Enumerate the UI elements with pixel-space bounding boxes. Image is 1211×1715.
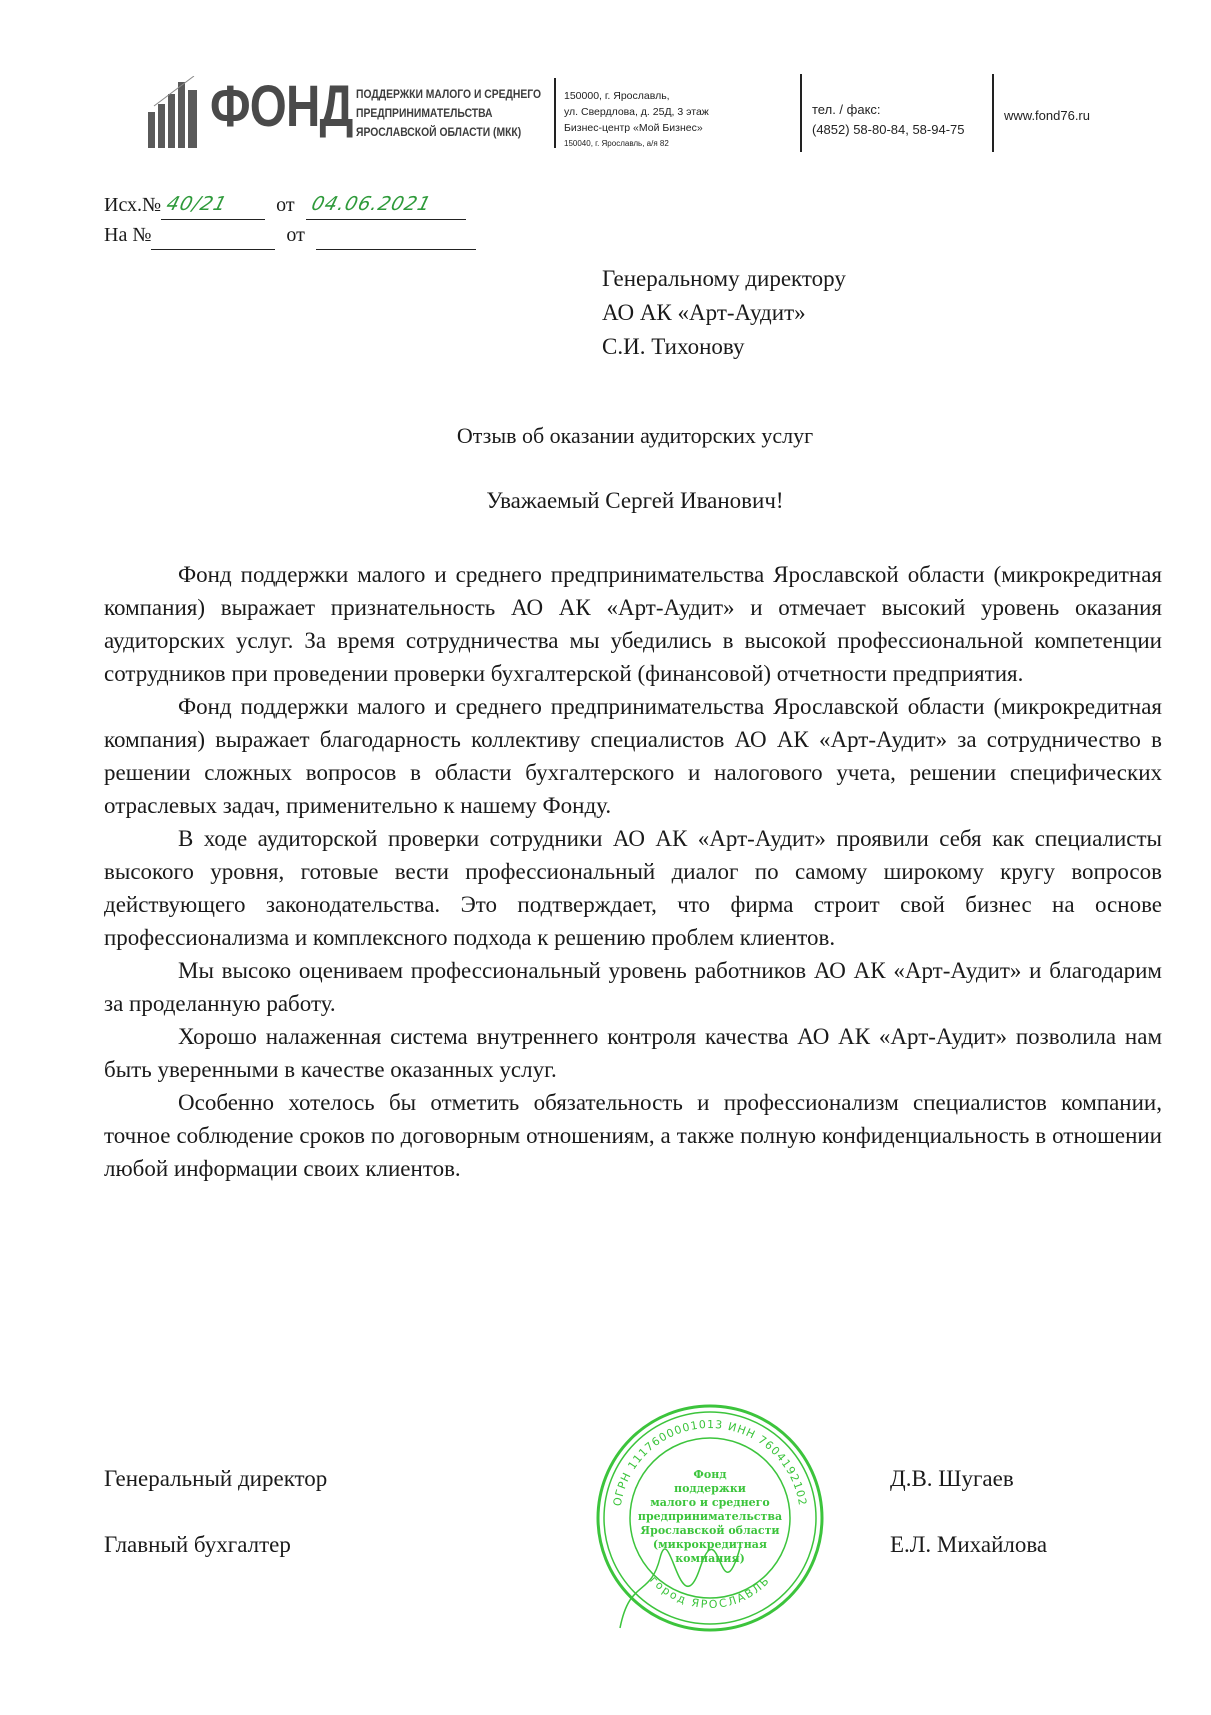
organization-stamp bbox=[590, 1398, 830, 1638]
stamp-line: (микрокредитная bbox=[652, 1538, 768, 1551]
paragraph: Особенно хотелось бы отметить обязательность и профессионализм специалистов компании, точное соблюдение сроков по договорным отношениям, а также полную конфиденциальность в отношении любой информации своих клиентов. bbox=[104, 1090, 1162, 1181]
stamp-ring-text: ОГРН 1117600001013 ИНН 7604192102 bbox=[610, 1417, 810, 1508]
stamp-line: предпринимательства bbox=[637, 1510, 783, 1523]
svg-text:город ЯРОСЛАВЛЬ bbox=[647, 1573, 773, 1611]
stamp-line: малого и среднего bbox=[650, 1496, 770, 1509]
website-link[interactable]: www.fond76.ru bbox=[1004, 108, 1090, 123]
addressee-block: Генеральному директору АО АК «Арт-Аудит» С.И. Тихонову bbox=[602, 266, 846, 359]
letter-body bbox=[104, 558, 1162, 1185]
stamp-line: компания) bbox=[675, 1552, 745, 1565]
na-number-line bbox=[151, 227, 275, 250]
director-title: Генеральный директор bbox=[104, 1466, 328, 1491]
ish-date-line bbox=[306, 193, 466, 220]
stamp-line: поддержки bbox=[674, 1482, 746, 1495]
stamp-line: Фонд bbox=[693, 1468, 727, 1481]
paragraph: Фонд поддержки малого и среднего предпринимательства Ярославской области (микрокредитная компания) выражает признательность АО АК «Арт-Аудит» и отмечает высокий уровень оказания аудиторских услуг. За время сотрудничества мы убедились в высокой профессиональной компетенции сотрудников при проведении проверки бухгалтерской (финансовой) отчетности предприятия. bbox=[104, 562, 1162, 686]
director-name: Д.В. Шугаев bbox=[890, 1466, 1014, 1491]
divider bbox=[800, 74, 802, 152]
document-title: Отзыв об оказании аудиторских услуг bbox=[456, 423, 814, 448]
na-label: На № bbox=[104, 224, 152, 246]
na-date-line bbox=[316, 227, 476, 250]
logo-bars-icon bbox=[148, 76, 204, 148]
ot-label: от bbox=[286, 224, 305, 246]
divider bbox=[992, 74, 994, 152]
accountant-name: Е.Л. Михайлова bbox=[890, 1532, 1048, 1557]
logo-word: ФОНД bbox=[210, 74, 353, 139]
ot-label: от bbox=[276, 194, 295, 216]
greeting: Уважаемый Сергей Иванович! bbox=[486, 488, 784, 513]
divider bbox=[554, 78, 556, 148]
outgoing-reference bbox=[104, 190, 476, 250]
paragraph: В ходе аудиторской проверки сотрудники АО АК «Арт-Аудит» проявили себя как специалисты высокого уровня, готовые вести профессиональный диалог по самому широкому кругу вопросов действующего законодательства. Это подтверждает, что фирма строит свой бизнес на основе профессионализма и комплексного подхода к решению проблем клиентов. bbox=[104, 826, 1162, 950]
ish-date: 04.06.2021 bbox=[308, 193, 434, 215]
stamp-line: Ярославской области bbox=[640, 1524, 780, 1537]
paragraph: Мы высоко оцениваем профессиональный уровень работников АО АК «Арт-Аудит» и благодарим за проделанную работу. bbox=[104, 958, 1162, 1016]
phone-block: тел. / факс: (4852) 58-80-84, 58-94-75 bbox=[812, 102, 965, 137]
accountant-title: Главный бухгалтер bbox=[104, 1532, 291, 1557]
ish-number-line bbox=[161, 193, 265, 220]
stamp-bottom-text: город ЯРОСЛАВЛЬ bbox=[647, 1573, 773, 1612]
paragraph: Фонд поддержки малого и среднего предпринимательства Ярославской области (микрокредитная компания) выражает благодарность коллективу специалистов АО АК «Арт-Аудит» за сотрудничество в решении сложных вопросов в области бухгалтерского и налогового учета, решении специфических отраслевых задач, применительно к нашему Фонду. bbox=[104, 694, 1162, 818]
letterhead bbox=[140, 70, 1130, 160]
ish-label: Исх.№ bbox=[104, 194, 162, 216]
logo-subtitle: ПОДДЕРЖКИ МАЛОГО И СРЕДНЕГО ПРЕДПРИНИМАТЕЛЬСТВА ЯРОСЛАВСКОЙ ОБЛАСТИ (МКК) bbox=[356, 89, 542, 139]
ish-number: 40/21 bbox=[164, 193, 230, 215]
postal-address: 150000, г. Ярославль, ул. Свердлова, д. 25Д, 3 этаж Бизнес-центр «Мой Бизнес» 150040, г. Ярославль, а/я 82 bbox=[564, 90, 709, 148]
paragraph: Хорошо налаженная система внутреннего контроля качества АО АК «Арт-Аудит» позволила нам быть уверенными в качестве оказанных услуг. bbox=[104, 1024, 1162, 1082]
